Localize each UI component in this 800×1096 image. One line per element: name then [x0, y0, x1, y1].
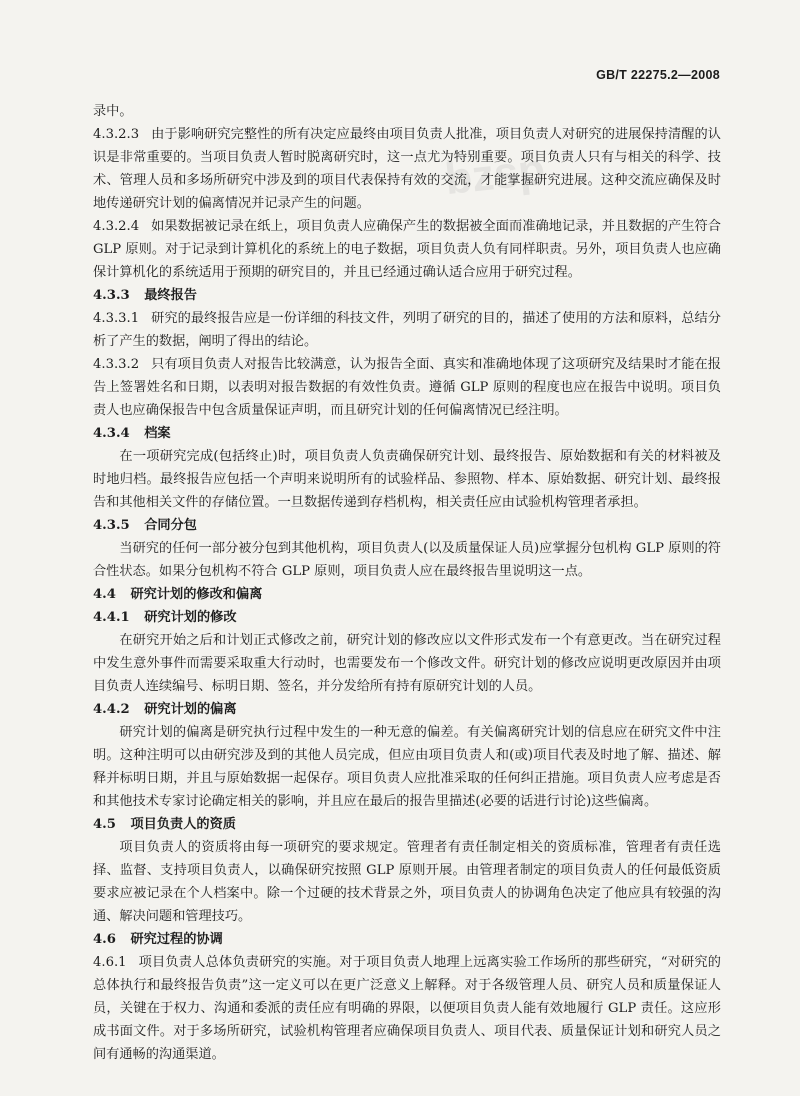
section-heading: [93, 422, 721, 445]
scan-watermark: bzsp: [442, 144, 548, 205]
clause-number: 4.4.1: [93, 610, 130, 625]
paragraph: [93, 836, 721, 928]
paragraph-text: 在研究开始之后和计划正式修改之前，研究计划的修改应以文件形式发布一个有意更改。当在研究过程中发生意外事件而需要采取重大行动时，也需要发布一个修改文件。研究计划的修改应说明更改原因并由项目负责人连续编号、标明日期、签名，并分发给所有持有原研究计划的人员。: [93, 633, 721, 694]
heading-text: 档案: [144, 426, 171, 441]
clause-paragraph: [93, 100, 721, 123]
clause-number: 4.3.5: [93, 518, 130, 533]
section-heading: [93, 606, 721, 629]
clause-number: 4.3.2.4: [93, 219, 140, 234]
paragraph-text: 项目负责人总体负责研究的实施。对于项目负责人地理上远离实验工作场所的那些研究，“对研究的总体执行和最终报告负责”这一定义可以在更广泛意义上解释。对于各级管理人员、研究人员和质量保证人员，关键在于权力、沟通和委派的责任应有明确的界限，以便项目负责人能有效地履行 GLP 责任。这应形成书面文件。对于多场所研究，试验机构管理者应确保项目负责人、项目代表、质量保证计划和研究人员之间有通畅的沟通渠道。: [93, 955, 721, 1062]
clause-number: 4.4.2: [93, 702, 130, 717]
section-heading: [93, 813, 721, 836]
section-heading: [93, 514, 721, 537]
heading-text: 研究计划的修改: [144, 610, 237, 625]
paragraph-text: 录中。: [93, 104, 133, 119]
section-heading: [93, 583, 721, 606]
clause-paragraph: [93, 951, 721, 1066]
paragraph-text: 由于影响研究完整性的所有决定应最终由项目负责人批准，项目负责人对研究的进展保持清醒的认识是非常重要的。当项目负责人暂时脱离研究时，这一点尤为特别重要。项目负责人只有与相关的科学、技术、管理人员和多场所研究中涉及到的项目代表保持有效的交流，才能掌握研究进展。这种交流应确保及时地传递研究计划的偏离情况并记录产生的问题。: [93, 127, 721, 211]
clause-number: 4.6: [93, 932, 116, 947]
paragraph-text: 只有项目负责人对报告比较满意，认为报告全面、真实和准确地体现了这项研究及结果时才能在报告上签署姓名和日期，以表明对报告数据的有效性负责。遵循 GLP 原则的程度也应在报告中说明。项目负责人也应确保报告中包含质量保证声明，而且研究计划的任何偏离情况已经注明。: [93, 357, 721, 418]
paragraph-text: 研究的最终报告应是一份详细的科技文件，列明了研究的目的，描述了使用的方法和原料，总结分析了产生的数据，阐明了得出的结论。: [93, 311, 721, 349]
clause-number: 4.3.4: [93, 426, 130, 441]
clause-paragraph: [93, 307, 721, 353]
heading-text: 研究过程的协调: [130, 932, 223, 947]
heading-text: 研究计划的修改和偏离: [130, 587, 263, 602]
clause-number: 4.3.3: [93, 288, 130, 303]
document-body: [93, 100, 721, 1066]
clause-number: 4.6.1: [93, 955, 127, 970]
clause-number: 4.3.3.2: [93, 357, 140, 372]
paragraph: [93, 629, 721, 698]
clause-number: 4.5: [93, 817, 116, 832]
paragraph-text: 如果数据被记录在纸上，项目负责人应确保产生的数据被全面而准确地记录，并且数据的产生符合 GLP 原则。对于记录到计算机化的系统上的电子数据，项目负责人负有同样职责。另外，项目负责人也应确保计算机化的系统适用于预期的研究目的，并且已经通过确认适合应用于研究过程。: [93, 219, 721, 280]
clause-paragraph: [93, 123, 721, 215]
standard-number: GB/T 22275.2—2008: [596, 68, 720, 82]
heading-text: 最终报告: [144, 288, 197, 303]
paragraph: [93, 445, 721, 514]
paragraph-text: 当研究的任何一部分被分包到其他机构，项目负责人(以及质量保证人员)应掌握分包机构 GLP 原则的符合性状态。如果分包机构不符合 GLP 原则，项目负责人应在最终报告里说明这一点。: [93, 541, 721, 579]
heading-text: 合同分包: [144, 518, 197, 533]
paragraph: [93, 721, 721, 813]
section-heading: [93, 284, 721, 307]
clause-paragraph: [93, 215, 721, 284]
section-heading: [93, 698, 721, 721]
heading-text: 研究计划的偏离: [144, 702, 237, 717]
paragraph-text: 项目负责人的资质将由每一项研究的要求规定。管理者有责任制定相关的资质标准，管理者有责任选择、监督、支持项目负责人，以确保研究按照 GLP 原则开展。由管理者制定的项目负责人的任何最低资质要求应被记录在个人档案中。除一个过硬的技术背景之外，项目负责人的协调角色决定了他应具有较强的沟通、解决问题和管理技巧。: [93, 840, 721, 924]
clause-number: 4.3.3.1: [93, 311, 140, 326]
clause-number: 4.4: [93, 587, 116, 602]
heading-text: 项目负责人的资质: [130, 817, 236, 832]
clause-paragraph: [93, 353, 721, 422]
paragraph-text: 研究计划的偏离是研究执行过程中发生的一种无意的偏差。有关偏离研究计划的信息应在研究文件中注明。这种注明可以由研究涉及到的其他人员完成，但应由项目负责人和(或)项目代表及时地了解、描述、解释并标明日期，并且与原始数据一起保存。项目负责人应批准采取的任何纠正措施。项目负责人应考虑是否和其他技术专家讨论确定相关的影响，并且应在最后的报告里描述(必要的话进行讨论)这些偏离。: [93, 725, 721, 809]
clause-number: 4.3.2.3: [93, 127, 140, 142]
paragraph-text: 在一项研究完成(包括终止)时，项目负责人负责确保研究计划、最终报告、原始数据和有关的材料被及时地归档。最终报告应包括一个声明来说明所有的试验样品、参照物、样本、原始数据、研究计划、最终报告和其他相关文件的存储位置。一旦数据传递到存档机构，相关责任应由试验机构管理者承担。: [93, 449, 721, 510]
paragraph: [93, 537, 721, 583]
section-heading: [93, 928, 721, 951]
